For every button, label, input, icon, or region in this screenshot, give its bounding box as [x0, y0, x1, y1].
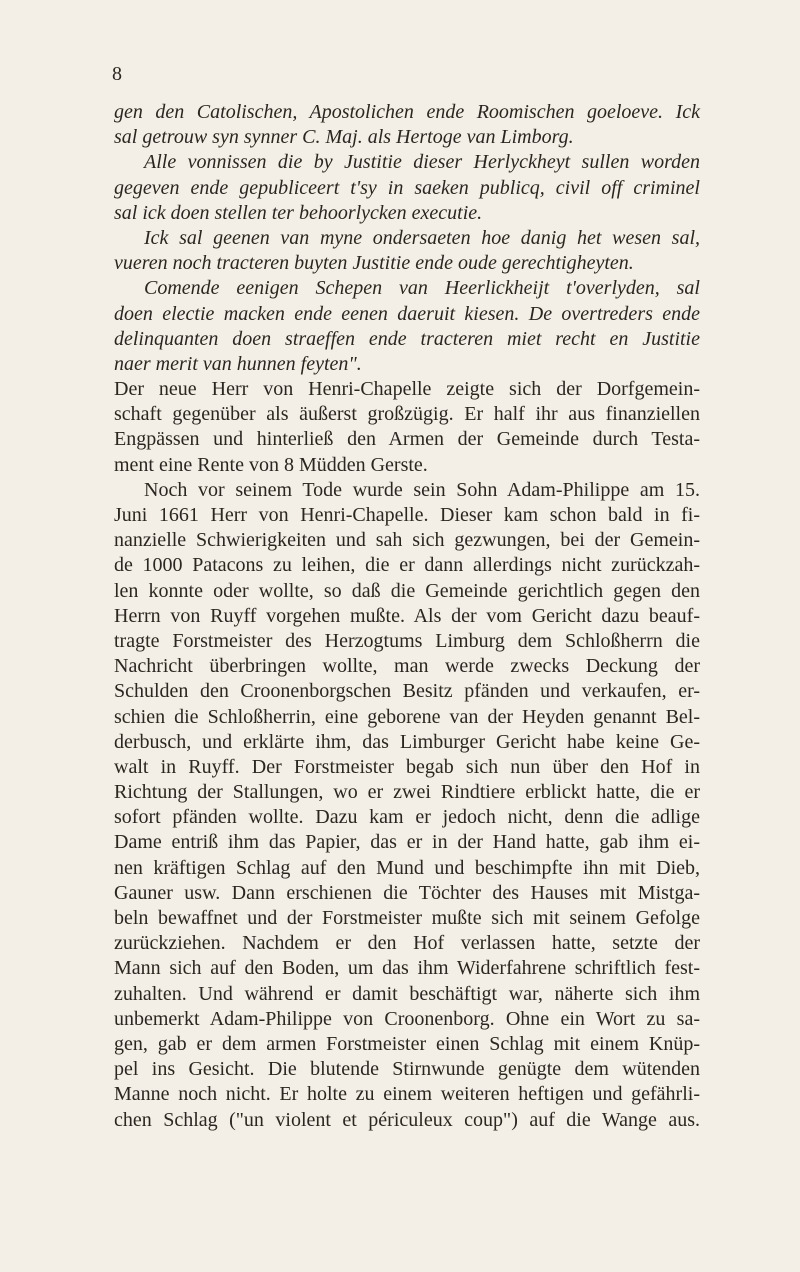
text-line: Noch vor seinem Tode wurde sein Sohn Adam-Philippe am 15. [144, 478, 700, 501]
text-line: zurückziehen. Nachdem er den Hof verlassen hatte, setzte der [114, 932, 700, 955]
text-line: schien die Schloßherrin, eine geborene van der Heyden genannt Bel- [114, 705, 700, 728]
text-line: Comende eenigen Schepen van Heerlickheijt t'overlyden, sal [144, 277, 700, 300]
text-line: Dame entriß ihm das Papier, das er in der Hand hatte, gab ihm ei- [114, 831, 700, 854]
text-line: Ick sal geenen van myne ondersaeten hoe danig het wesen sal, [144, 226, 700, 249]
text-line: derbusch, und erklärte ihm, das Limburger Gericht habe keine Ge- [114, 730, 700, 753]
text-line: ment eine Rente von 8 Müdden Gerste. [114, 453, 428, 476]
text-line: chen Schlag ("un violent et périculeux coup") auf die Wange aus. [114, 1108, 700, 1131]
text-line: Engpässen und hinterließ den Armen der Gemeinde durch Testa- [114, 428, 700, 451]
text-line: schaft gegenüber als äußerst großzügig. Er half ihr aus finanziellen [114, 403, 700, 426]
text-line: gegeven ende gepubliceert t'sy in saeken publicq, civil off criminel [114, 176, 700, 199]
text-line: unbemerkt Adam-Philippe von Croonenborg. Ohne ein Wort zu sa- [114, 1007, 700, 1030]
text-line: sal getrouw syn synner C. Maj. als Hertoge van Limborg. [114, 126, 574, 149]
text-line: gen den Catolischen, Apostolichen ende Roomischen goeloeve. Ick [114, 101, 700, 123]
text-line: sofort pfänden wollte. Dazu kam er jedoch nicht, denn die adlige [114, 806, 700, 829]
text-line: Manne noch nicht. Er holte zu einem weiteren heftigen und gefährli- [114, 1083, 700, 1106]
text-line: Der neue Herr von Henri-Chapelle zeigte sich der Dorfgemein- [114, 378, 700, 401]
text-line: walt in Ruyff. Der Forstmeister begab sich nun über den Hof in [114, 755, 700, 778]
text-line: pel ins Gesicht. Die blutende Stirnwunde genügte dem wütenden [114, 1058, 700, 1081]
text-line: Juni 1661 Herr von Henri-Chapelle. Dieser kam schon bald in fi- [114, 504, 700, 526]
text-line: nen kräftigen Schlag auf den Mund und beschimpfte ihn mit Dieb, [114, 856, 700, 879]
text-line: Schulden den Croonenborgschen Besitz pfänden und verkaufen, er- [114, 680, 700, 703]
text-line: sal ick doen stellen ter behoorlycken executie. [114, 201, 483, 224]
body-text [114, 100, 700, 1133]
text-line: Gauner usw. Dann erschienen die Töchter des Hauses mit Mistga- [114, 881, 700, 904]
text-line: naer merit van hunnen feyten". [114, 352, 362, 375]
text-line: Mann sich auf den Boden, um das ihm Widerfahrene schriftlich fest- [114, 957, 700, 980]
text-line: vueren noch tracteren buyten Justitie ende oude gerechtigheyten. [114, 252, 634, 275]
text-line: gen, gab er dem armen Forstmeister einen Schlag mit einem Knüp- [114, 1032, 700, 1055]
text-line: doen electie macken ende eenen daeruit kiesen. De overtreders ende [114, 302, 700, 325]
text-line: de 1000 Patacons zu leihen, die er dann allerdings nicht zurückzah- [114, 554, 700, 577]
text-line: len konnte oder wollte, so daß die Gemeinde gerichtlich gegen den [114, 579, 700, 602]
text-line: tragte Forstmeister des Herzogtums Limburg dem Schloßherrn die [114, 629, 700, 652]
text-line: zuhalten. Und während er damit beschäftigt war, näherte sich ihm [114, 982, 700, 1005]
text-line: Alle vonnissen die by Justitie dieser Herlyckheyt sullen worden [144, 151, 700, 174]
text-line: nanzielle Schwierigkeiten und sah sich gezwungen, bei der Gemein- [114, 529, 700, 552]
text-line: delinquanten doen straeffen ende tracteren miet recht en Justitie [114, 327, 700, 350]
text-line: Herrn von Ruyff vorgehen mußte. Als der vom Gericht dazu beauf- [114, 604, 700, 627]
text-line: Richtung der Stallungen, wo er zwei Rindtiere erblickt hatte, die er [114, 781, 700, 804]
text-line: Nachricht überbringen wollte, man werde zwecks Deckung der [114, 655, 700, 678]
page-number: 8 [112, 63, 122, 85]
text-line: beln bewaffnet und der Forstmeister mußte sich mit seinem Gefolge [114, 907, 700, 929]
